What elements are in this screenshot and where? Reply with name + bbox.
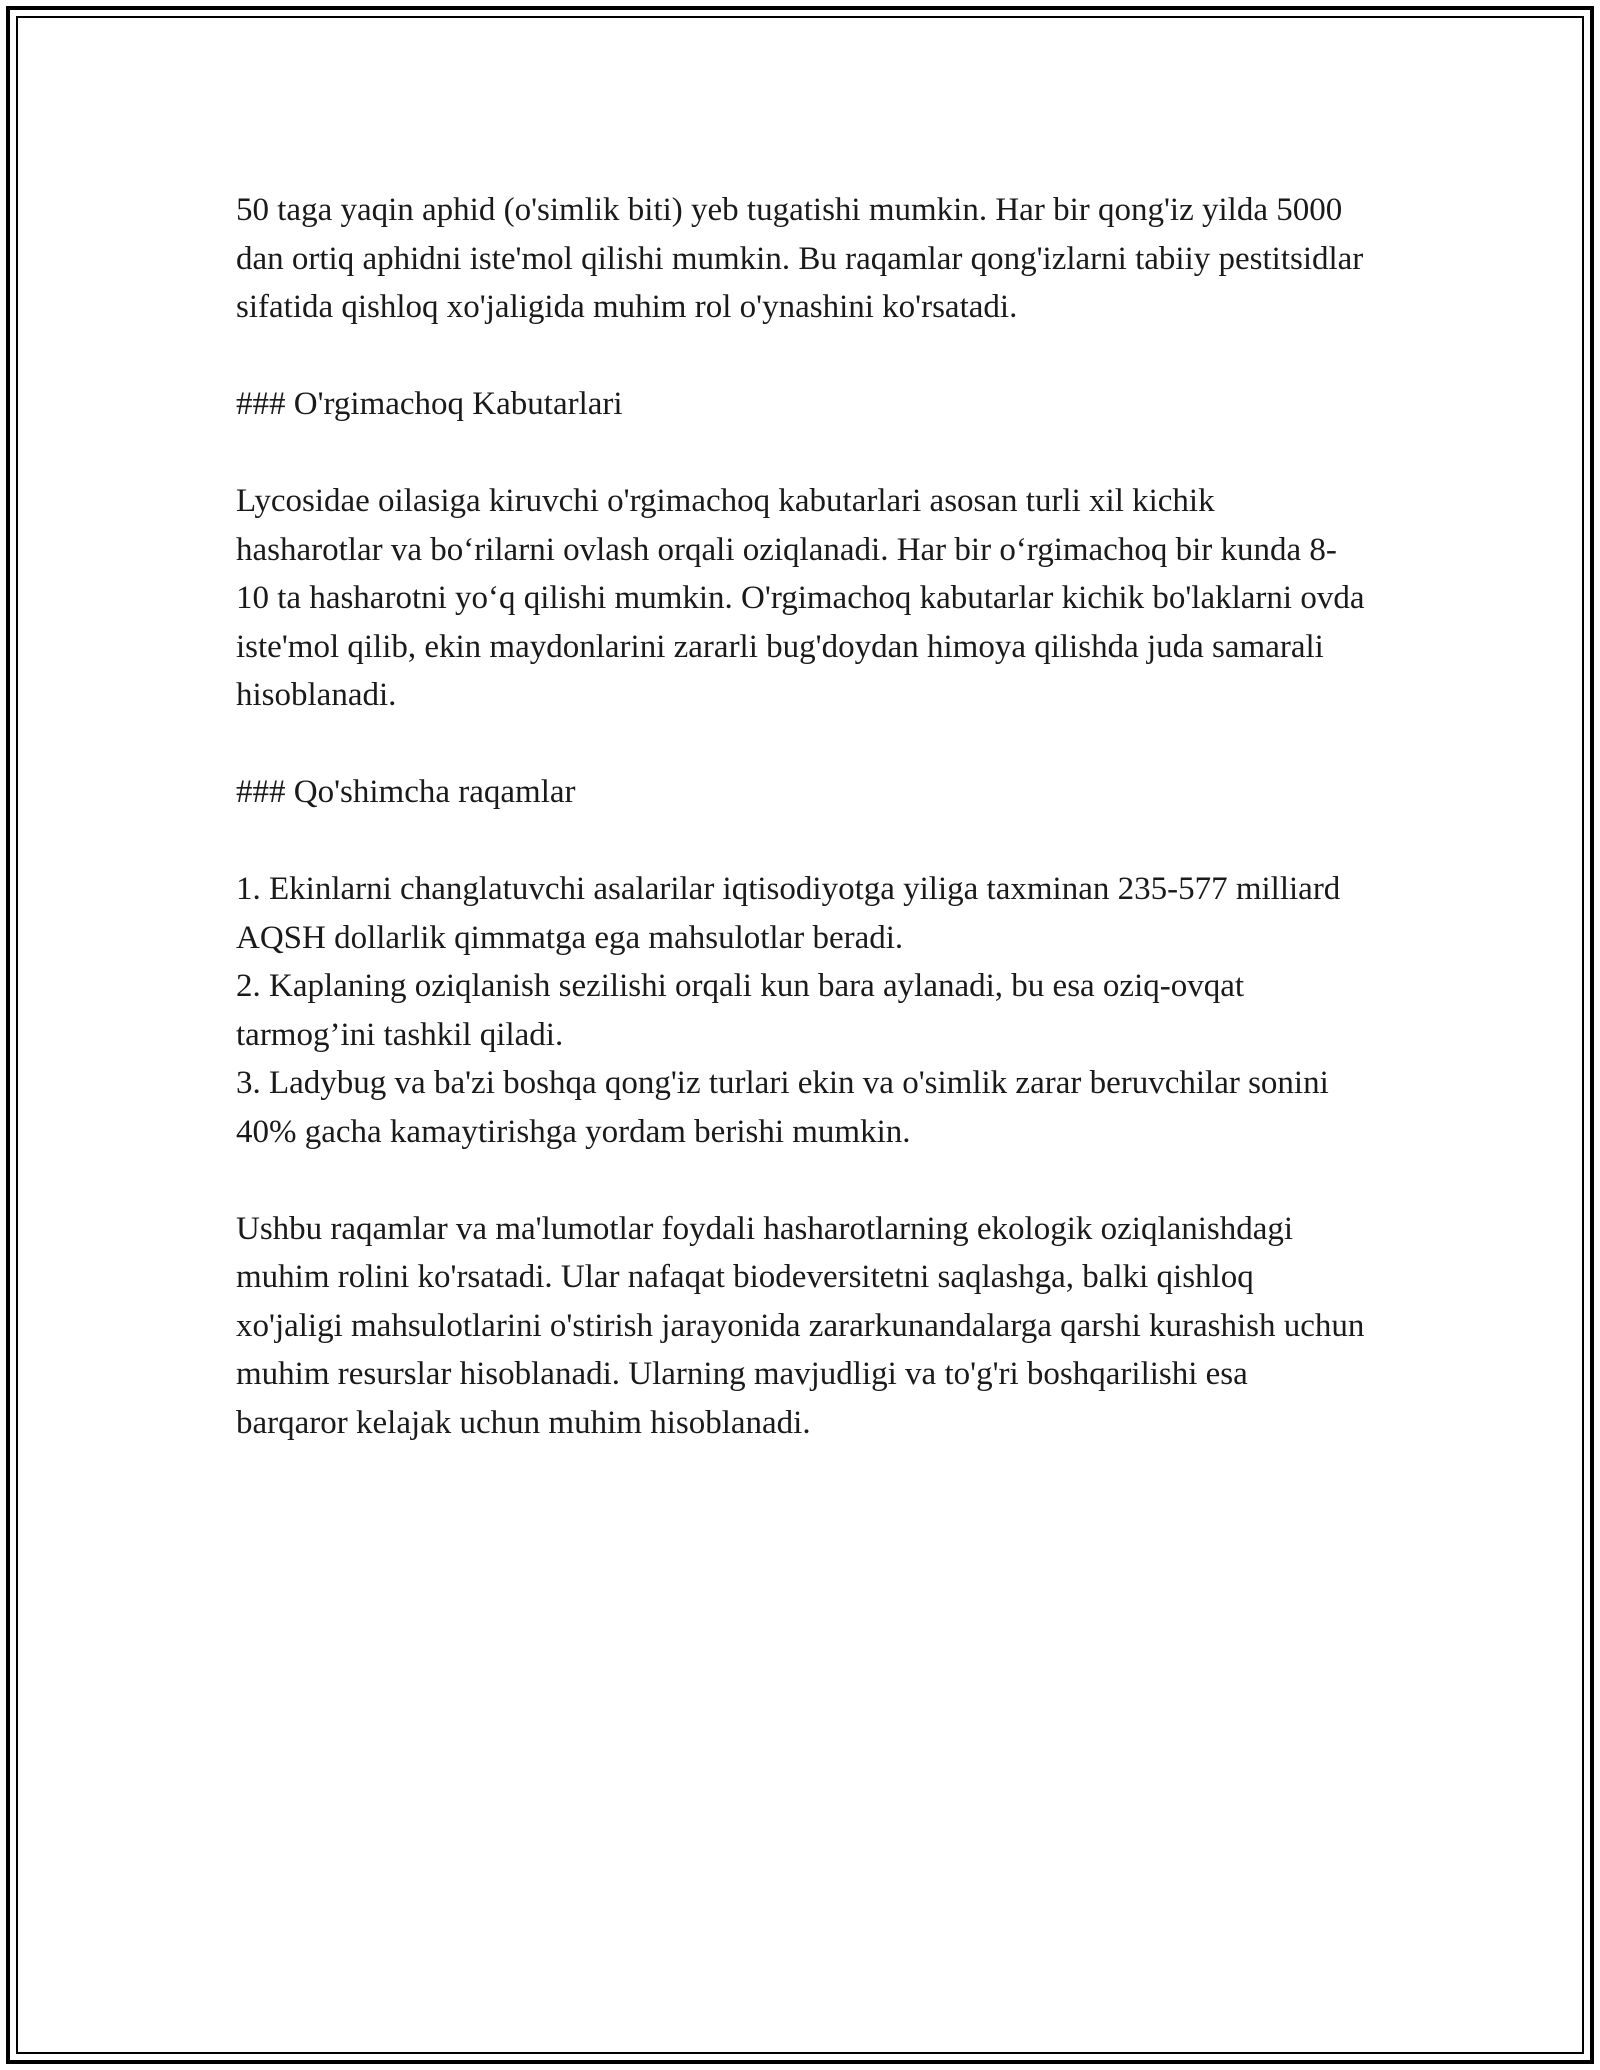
paragraph-gap: [236, 720, 1366, 769]
section-heading-spiders: ### O'rgimachoq Kabutarlari: [236, 386, 623, 422]
paragraph-gap: [236, 817, 1366, 866]
paragraph-gap: [236, 1156, 1366, 1205]
list-item: 2. Kaplaning oziqlanish sezilishi orqali kun bara aylanadi, bu esa oziq-ovqat tarmog’ini tashkil qiladi.: [236, 968, 1245, 1053]
closing-paragraph: Ushbu raqamlar va ma'lumotlar foydali hasharotlarning ekologik oziqlanishdagi muhim rolini ko'rsatadi. Ular nafaqat biodeversitetni saqlashga, balki qishloq xo'jaligi mahsulotlarini o'stirish jarayonida zararkunandalarga qarshi kurashish uchun muhim resurslar hisoblanadi. Ularning mavjudligi va to'g'ri boshqarilishi esa barqaror kelajak uchun muhim hisoblanadi.: [236, 1210, 1365, 1441]
list-item: 1. Ekinlarni changlatuvchi asalarilar iqtisodiyotga yiliga taxminan 235-577 milliard AQSH dollarlik qimmatga ega mahsulotlar beradi.: [236, 871, 1341, 956]
intro-paragraph: 50 taga yaqin aphid (o'simlik biti) yeb tugatishi mumkin. Har bir qong'iz yilda 5000 dan ortiq aphidni iste'mol qilishi mumkin. Bu raqamlar qong'izlarni tabiiy pestitsidlar sifatida qishloq xo'jaligida muhim rol o'ynashini ko'rsatadi.: [236, 192, 1364, 325]
paragraph-gap: [236, 429, 1366, 478]
numbered-list: [236, 865, 1366, 1156]
section-heading-numbers: ### Qo'shimcha raqamlar: [236, 774, 576, 810]
spiders-paragraph: Lycosidae oilasiga kiruvchi o'rgimachoq kabutarlari asosan turli xil kichik hasharotlar va bo‘rilarni ovlash orqali oziqlanadi. Har bir o‘rgimachoq bir kunda 8-10 ta hasharotni yo‘q qilishi mumkin. O'rgimachoq kabutarlar kichik bo'laklarni ovda iste'mol qilib, ekin maydonlarini zararli bug'doydan himoya qilishda juda samarali hisoblanadi.: [236, 483, 1365, 713]
document-body: [236, 186, 1366, 1447]
paragraph-gap: [236, 332, 1366, 381]
list-item: 3. Ladybug va ba'zi boshqa qong'iz turlari ekin va o'simlik zarar beruvchilar sonini 40% gacha kamaytirishga yordam berishi mumkin.: [236, 1065, 1329, 1150]
